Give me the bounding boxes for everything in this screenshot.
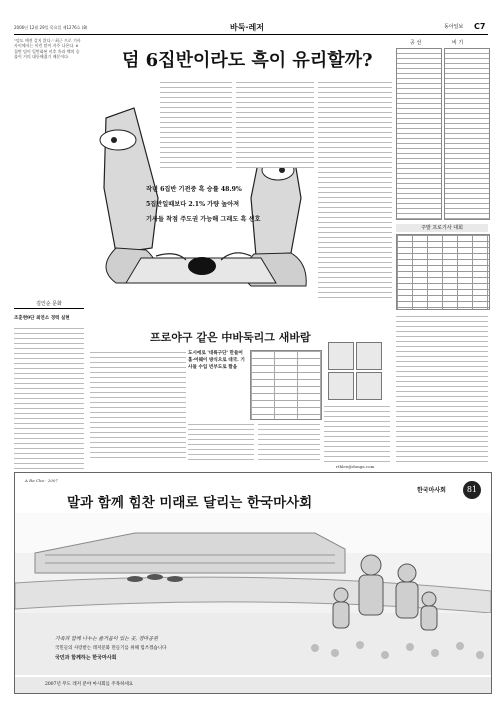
article-body-col-3 <box>318 78 392 300</box>
record-table-left <box>396 48 442 220</box>
ad-sub-line-2: 국민들의 사랑받는 레저문화 만들기를 위해 힘쓰겠습니다 <box>55 646 167 651</box>
middle-table <box>250 350 322 420</box>
columnist-box <box>14 300 84 474</box>
tournament-title: 주말 프로기사 대회 <box>396 224 488 232</box>
newspaper-brand: 동아일보 <box>444 24 464 30</box>
middle-headline: 프로야구 같은 中바둑리그 새바람 <box>150 331 311 344</box>
subhead-3: 기사들 착점 주도권 가능해 그래도 흑 선호 <box>146 216 261 223</box>
subhead-1: 작년 6집반 기전중 흑 승률 48.9% <box>146 186 242 193</box>
panel-tabs <box>396 38 488 48</box>
tab-gongseon: 공 선 <box>410 40 422 46</box>
portrait-photo-2 <box>356 342 382 370</box>
record-table-right <box>444 48 490 220</box>
columnist-title: 조훈현9단 최연소 경력 실현 <box>14 316 70 321</box>
ad-logo <box>417 479 485 505</box>
ad-badge: 81 <box>463 481 481 499</box>
ad-sub-line-1: 가족과 함께 나누는 즐거움이 있는 곳, 경마공원 <box>55 636 158 642</box>
intro-column <box>14 38 82 130</box>
page-number: C7 <box>474 22 486 31</box>
middle-article-col-c <box>258 420 320 462</box>
section-title: 바둑·레저 <box>230 23 264 32</box>
middle-side-title: 도시에로 '대륙구단' 만들어 홈·어웨이 방식으로 대국. 기사들 수입 빈부도로 짤음 <box>188 351 245 370</box>
byline-credit: rthlee@donga.com <box>336 464 375 469</box>
ad-logo-text: 한국마사회 <box>417 487 446 494</box>
portrait-photo-3 <box>328 372 354 400</box>
header-date: 2006년 12월 29일 목요일 제1276호 (8) <box>14 25 88 30</box>
ad-sub-line-3: 국민과 함께하는 한국마사회 <box>55 655 117 661</box>
right-panel <box>396 38 488 308</box>
ad-headline: 말과 함께 힘찬 미래로 달리는 한국마사회 <box>67 495 313 511</box>
article-body-col-2 <box>236 78 314 168</box>
main-headline: 덤 6집반이라도 흑이 유리할까? <box>122 50 373 71</box>
tab-bigi: 비 기 <box>452 40 464 46</box>
tournament-grid <box>396 234 490 310</box>
ad-sub-lines <box>55 635 255 661</box>
middle-article-body <box>90 348 186 462</box>
subhead-block <box>146 184 316 223</box>
kra-advertisement <box>14 472 492 694</box>
subhead-2: 5집반일때보다 2.1% 가량 높아져 <box>146 201 240 208</box>
portrait-photo-1 <box>328 342 354 370</box>
page-header <box>14 22 488 35</box>
columnist-name: 김인순 문화 <box>14 300 84 309</box>
portrait-photo-4 <box>356 372 382 400</box>
article-body-col-1 <box>160 78 232 168</box>
ad-footer: 2007년 무도 레저 분야 마사회를 주목하세요 <box>15 677 491 693</box>
ad-kicker: A Ra Cha · 2007 <box>25 478 58 483</box>
intro-text: "덤도 예전 같지 않다." 최근 프로 기사 사이에서는 이런 말이 자주 나온다. 6집반 덤이 일반화된 이후 흑과 백의 승률이 거의 대등해졌기 때문이다. <box>14 38 81 60</box>
columnist-body <box>14 324 84 474</box>
middle-article-col-b <box>188 420 254 462</box>
middle-article-col-d <box>324 402 390 462</box>
right-lower-text <box>396 312 488 462</box>
